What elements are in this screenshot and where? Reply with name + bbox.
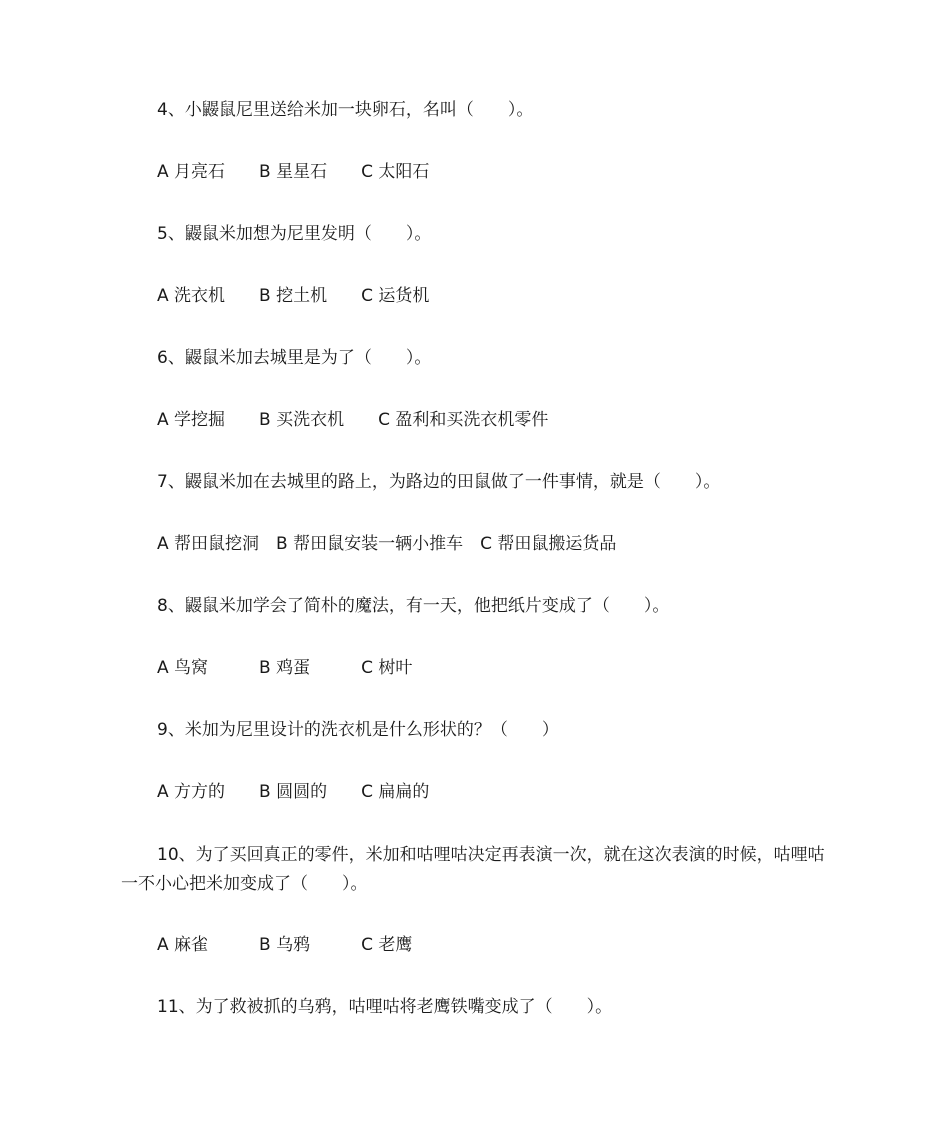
question-9: 9、米加为尼里设计的洗衣机是什么形状的？（ ）: [157, 720, 559, 740]
options-5: A 洗衣机 B 挖土机 C 运货机: [157, 286, 430, 306]
question-6: 6、鼹鼠米加去城里是为了（ ）。: [157, 348, 432, 368]
question-8: 8、鼹鼠米加学会了简朴的魔法，有一天，他把纸片变成了（ ）。: [157, 596, 670, 616]
question-4: 4、小鼹鼠尼里送给米加一块卵石，名叫（ ）。: [157, 100, 534, 120]
options-4: A 月亮石 B 星星石 C 太阳石: [157, 162, 430, 182]
question-5: 5、鼹鼠米加想为尼里发明（ ）。: [157, 224, 432, 244]
question-11: 11、为了救被抓的乌鸦，咕哩咕将老鹰铁嘴变成了（ ）。: [157, 997, 613, 1017]
options-9: A 方方的 B 圆圆的 C 扁扁的: [157, 782, 430, 802]
options-6: A 学挖掘 B 买洗衣机 C 盈利和买洗衣机零件: [157, 410, 549, 430]
options-7: A 帮田鼠挖洞 B 帮田鼠安装一辆小推车 C 帮田鼠搬运货品: [157, 534, 617, 554]
options-8: A 鸟窝 B 鸡蛋 C 树叶: [157, 658, 413, 678]
options-10: A 麻雀 B 乌鸦 C 老鹰: [157, 935, 413, 955]
question-7: 7、鼹鼠米加在去城里的路上，为路边的田鼠做了一件事情，就是（ ）。: [157, 472, 721, 492]
question-10: 10、为了买回真正的零件，米加和咕哩咕决定再表演一次，就在这次表演的时候，咕哩咕一不小心把米加变成了（ ）。: [121, 845, 825, 894]
